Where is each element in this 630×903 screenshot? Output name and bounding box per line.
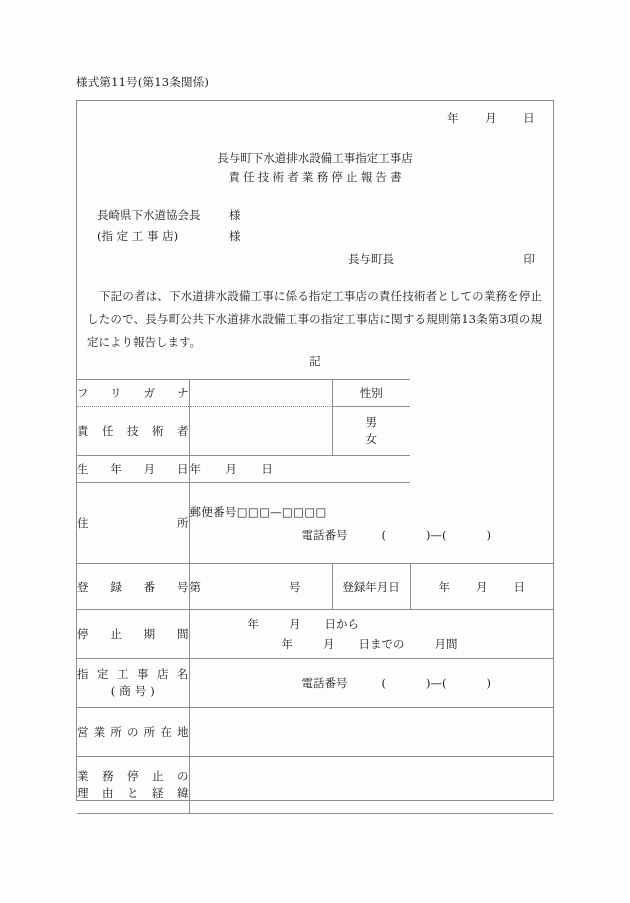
zip-label: 郵便番号 [189, 504, 237, 519]
furigana-label: フリガナ [77, 386, 189, 400]
suspension-from-line [190, 614, 554, 634]
sex-header-cell [332, 380, 410, 407]
reason-label-line-1: 業務停止の [77, 769, 189, 783]
registration-date-label: 登録年月日 [342, 579, 400, 594]
dob-label-cell [77, 456, 189, 483]
dob-month-label: 月 [225, 462, 238, 476]
furigana-label-cell [77, 380, 189, 407]
signer-line [348, 251, 535, 267]
shop-tel-line [190, 675, 554, 691]
suspension-period-value-cell[interactable] [189, 610, 553, 659]
office-location-value-cell[interactable] [189, 708, 553, 757]
suspension-months-label: 月間 [434, 637, 458, 651]
form-outer-frame [76, 100, 554, 801]
table-row-shop-name [77, 659, 553, 708]
reason-label-line-2: 理由と経緯 [77, 786, 189, 800]
table-row-reason [77, 757, 553, 814]
tel-close-paren-1: ) [426, 527, 431, 542]
form-header-region [77, 101, 553, 379]
shop-tel-open-paren-1: ( [381, 676, 386, 690]
registration-date-month-label: 月 [476, 579, 488, 594]
suspension-to-month-label: 月 [323, 637, 335, 651]
applicant-details-table [77, 379, 553, 814]
suspension-from-day-label: 日から [324, 617, 359, 631]
addressee-honorific-1: 様 [229, 229, 241, 243]
suspension-period-label: 停止期間 [77, 627, 189, 641]
shop-tel-label: 電話番号 [301, 676, 348, 690]
suspension-from-month-label: 月 [289, 617, 301, 631]
body-paragraph-text: 下記の者は、下水道排水設備工事に係る指定工事店の責任技術者としての業務を停止したので、長与町公共下水道排水設備工事の指定工事店に関する規則第13条第3項の規定により報告します。 [87, 289, 542, 349]
document-title-line-2: 責任技術者業務停止報告書 [228, 170, 405, 184]
body-paragraph [87, 285, 542, 354]
table-row-responsible-engineer [77, 407, 553, 456]
table-row-suspension-period [77, 610, 553, 659]
furigana-input-cell[interactable] [189, 380, 332, 407]
zip-line [190, 504, 411, 520]
seal-mark: 印 [523, 252, 535, 266]
date-year-label: 年 [447, 111, 460, 125]
sex-option-male[interactable]: 男 [365, 415, 377, 429]
addressee-row [97, 226, 241, 247]
table-row-office-location [77, 708, 553, 757]
shop-name-value-cell[interactable] [189, 659, 553, 708]
addressee-block [97, 205, 241, 247]
shop-tel-dash: — [430, 676, 442, 690]
shop-name-label-line-1: 指定工事店名 [77, 667, 189, 681]
tel-open-paren-2: ( [442, 527, 447, 542]
shop-name-label-cell [77, 659, 189, 708]
document-title-line-1: 長与町下水道排水設備工事指定工事店 [217, 151, 413, 165]
document-title [77, 149, 553, 187]
responsible-engineer-input-cell[interactable] [189, 407, 332, 456]
address-tel-label: 電話番号 [301, 527, 348, 542]
form-number-label: 様式第11号(第13条関係) [76, 75, 210, 89]
registration-date-year-label: 年 [438, 579, 450, 594]
dob-label: 生年月日 [77, 462, 189, 476]
table-row-furigana [77, 380, 553, 407]
dob-value-cell[interactable] [189, 456, 410, 483]
address-label-cell [77, 483, 189, 564]
table-row-date-of-birth [77, 456, 553, 483]
shop-tel-open-paren-2: ( [442, 676, 447, 690]
reason-label-cell [77, 757, 189, 814]
registration-number-value-cell[interactable] [189, 564, 332, 610]
responsible-engineer-label-cell [77, 407, 189, 456]
registration-date-label-cell [332, 564, 410, 610]
submission-date-line [447, 110, 535, 126]
sex-options-cell[interactable] [332, 407, 410, 456]
signer-name: 長与町長 [348, 252, 394, 266]
addressee-name-0: 長崎県下水道協会長 [97, 208, 201, 222]
reason-value-cell[interactable] [189, 757, 553, 814]
sex-header-label: 性別 [359, 386, 383, 400]
tel-open-paren-1: ( [381, 527, 386, 542]
date-day-label: 日 [523, 111, 535, 125]
registration-number-label-cell [77, 564, 189, 610]
responsible-engineer-label: 責任技術者 [77, 424, 189, 438]
address-tel-line [190, 527, 491, 543]
office-location-label: 営業所の所在地 [77, 725, 189, 739]
shop-tel-close-paren-1: ) [426, 676, 431, 690]
address-label: 住所 [77, 516, 189, 530]
addressee-row [97, 205, 241, 226]
zip-boxes[interactable]: □□□—□□□□ [236, 504, 327, 519]
shop-tel-close-paren-2: ) [486, 676, 491, 690]
sex-option-female[interactable]: 女 [365, 432, 377, 446]
dob-year-label: 年 [189, 462, 202, 476]
table-row-registration [77, 564, 553, 610]
registration-date-day-label: 日 [513, 579, 525, 594]
addressee-name-1: (指 定 工 事 店) [97, 229, 179, 243]
office-location-label-cell [77, 708, 189, 757]
address-value-cell[interactable] [189, 483, 491, 564]
registration-number-prefix: 第 [189, 579, 201, 594]
suspension-to-line [190, 634, 554, 654]
ki-mark: 記 [309, 354, 321, 368]
table-row-address [77, 483, 553, 564]
tel-close-paren-2: ) [486, 527, 491, 542]
registration-number-suffix: 号 [289, 579, 301, 594]
suspension-to-day-label: 日までの [358, 637, 405, 651]
dob-day-label: 日 [261, 462, 274, 476]
addressee-honorific-0: 様 [229, 208, 241, 222]
registration-number-label: 登録番号 [77, 579, 189, 594]
suspension-to-year-label: 年 [281, 637, 293, 651]
suspension-from-year-label: 年 [247, 617, 259, 631]
registration-date-value-cell[interactable] [410, 564, 553, 610]
date-month-label: 月 [485, 111, 498, 125]
shop-name-label-line-2: (商号) [110, 684, 159, 698]
tel-dash: — [430, 527, 442, 542]
suspension-period-label-cell [77, 610, 189, 659]
